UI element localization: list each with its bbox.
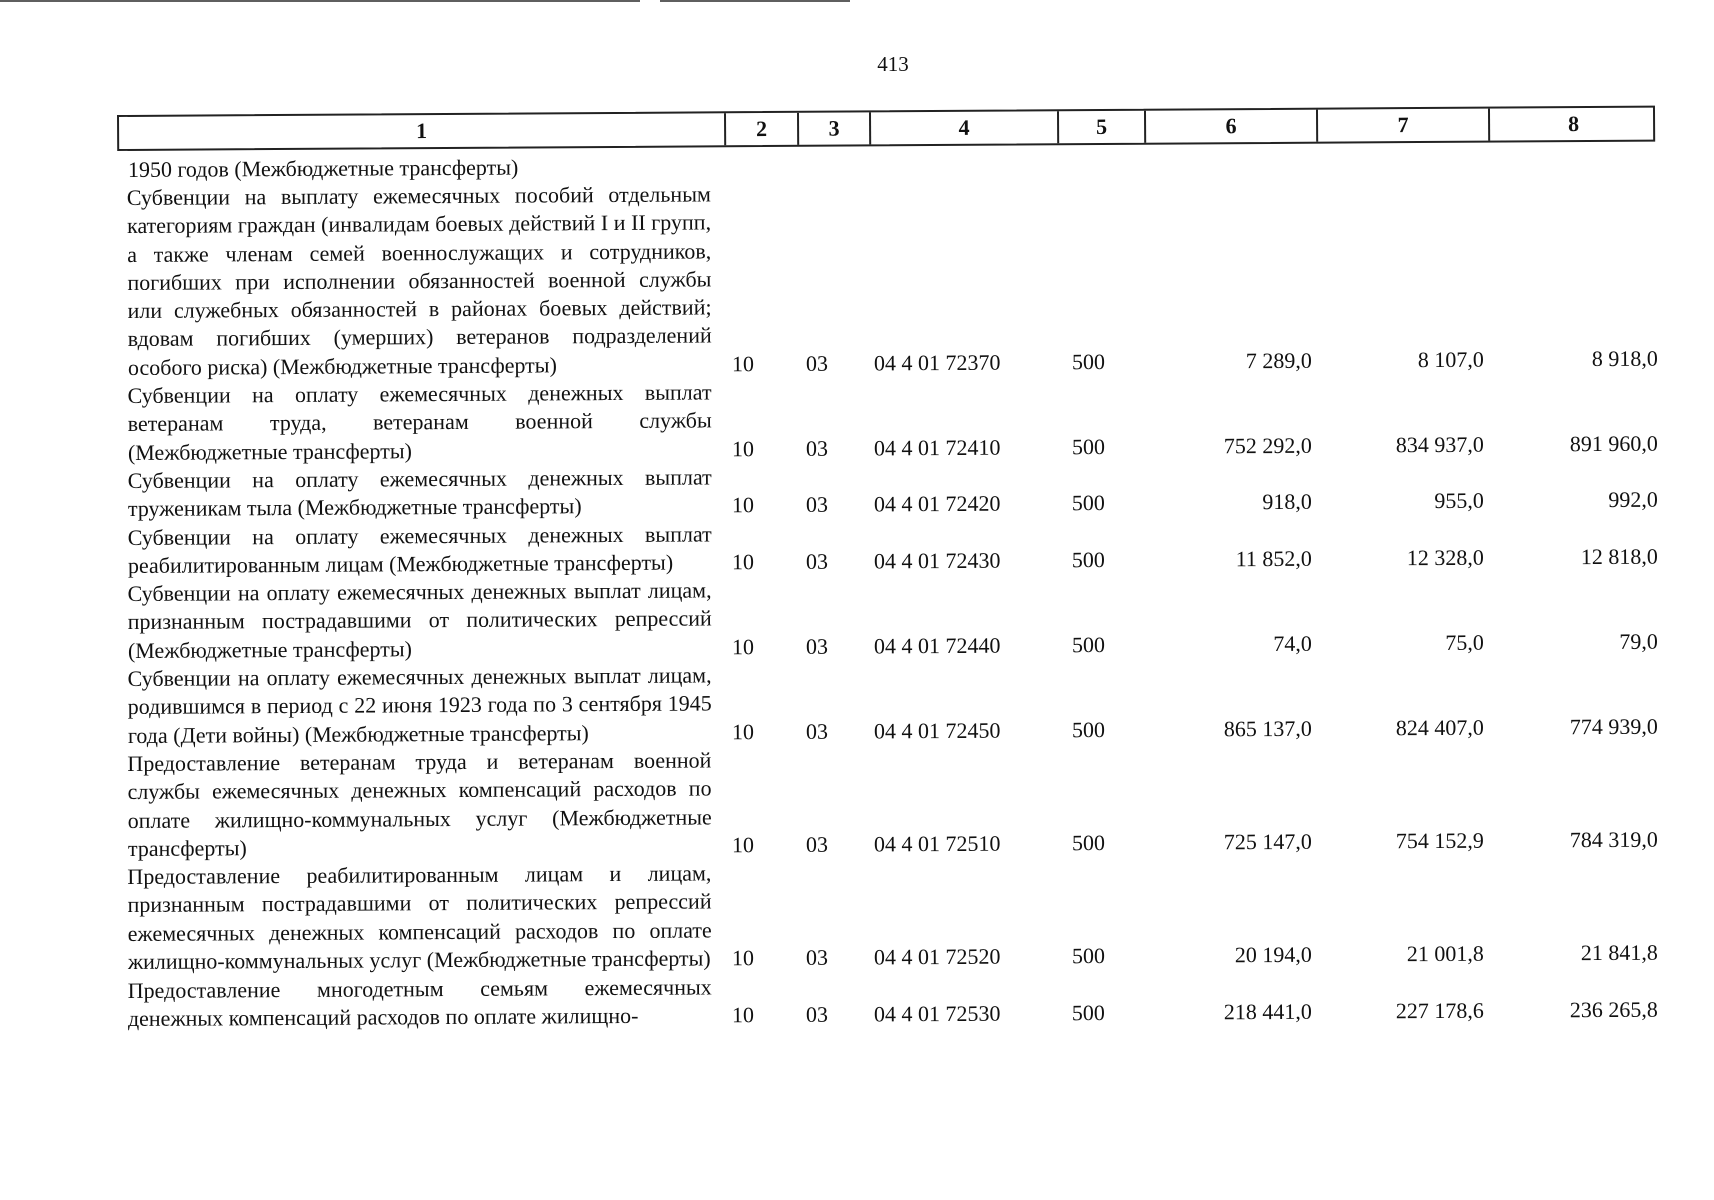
cell-subsection: 03 [805,548,828,575]
cell-target-code: 04 4 01 72510 [873,830,1001,857]
table-row [128,967,1658,1033]
cell-amount-7: 227 178,6 [1395,997,1484,1024]
header-cell-5: 5 [1057,111,1144,144]
table-row [127,656,1657,750]
cell-expense-type: 500 [1071,943,1105,969]
table-row [128,515,1658,581]
cell-section: 10 [731,1002,754,1028]
table-row [127,175,1658,382]
cell-amount-6: 7 289,0 [1245,347,1312,374]
cell-target-code: 04 4 01 72520 [873,943,1001,970]
cell-expense-type: 500 [1071,349,1105,375]
cell-expense-type: 500 [1071,632,1105,658]
cell-amount-6: 918,0 [1262,489,1312,515]
cell-subsection: 03 [805,718,828,744]
cell-expense-type: 500 [1071,716,1105,743]
cell-section: 10 [731,719,754,745]
cell-amount-8: 992,0 [1608,487,1658,513]
page-number: 413 [877,52,909,76]
cell-amount-8: 774 939,0 [1569,713,1658,740]
header-cell-3: 3 [797,112,869,144]
cell-target-code: 04 4 01 72370 [873,349,1001,376]
cell-amount-7: 824 407,0 [1395,714,1484,741]
cell-expense-type: 500 [1071,490,1105,516]
header-cell-2: 2 [724,113,797,145]
cell-amount-8: 79,0 [1619,628,1658,654]
cell-target-code: 04 4 01 72530 [873,1000,1001,1027]
cell-target-code: 04 4 01 72450 [873,717,1001,744]
cell-section: 10 [731,832,754,858]
cell-amount-6: 725 147,0 [1223,828,1312,855]
row-description: Субвенции на оплату ежемесячных денежных выплат лицам, признанным пострадавшими от политических репрессий (Межбюджетные трансферты) [127,577,712,664]
table-row [128,458,1658,524]
header-cell-1: 1 [416,118,428,144]
cell-amount-6: 74,0 [1273,630,1312,657]
cell-amount-6: 11 852,0 [1235,545,1312,572]
cell-amount-7: 834 937,0 [1395,431,1484,458]
cell-amount-7: 75,0 [1445,629,1484,655]
table-body [128,156,1658,1033]
row-description: Субвенции на оплату ежемесячных денежных выплат труженикам тыла (Межбюджетные трансферты) [127,464,712,522]
table-row [127,854,1658,977]
cell-amount-8: 891 960,0 [1569,430,1658,457]
table-row [127,373,1657,467]
cell-subsection: 03 [805,435,828,461]
header-cell-4: 4 [869,111,1057,144]
row-description: Предоставление реабилитированным лицам и лицам, признанным пострадавшими от политических репрессий ежемесячных денежных компенсаций расходов по оплате жилищно-коммунальных услуг (Межбюджетные трансферты) [127,860,712,975]
cell-target-code: 04 4 01 72410 [873,434,1001,461]
cell-amount-8: 21 841,8 [1580,939,1658,966]
scan-edge-line [0,0,640,2]
table-row [127,741,1658,864]
header-cell-7: 7 [1316,109,1488,142]
row-description: Предоставление ветеранам труда и ветеранам военной службы ежемесячных денежных компенсаций расходов по оплате жилищно-коммунальных услуг (Межбюджетные трансферты) [127,747,712,862]
cell-section: 10 [731,945,754,971]
header-cell-8: 8 [1488,108,1657,141]
cell-amount-6: 752 292,0 [1223,432,1312,459]
table-header-row [117,106,1655,151]
cell-subsection: 03 [805,945,828,971]
cell-section: 10 [731,634,754,660]
cell-expense-type: 500 [1071,830,1105,856]
row-description: Субвенции на выплату ежемесячных пособий отдельным категориям граждан (инвалидам боевых действий I и II групп, а также членам семей военнослужащих и сотрудников, погибших при исполнении обязанностей военной службы или служебных обязанностей в районах боевых действий; вдовам погибших (умерших) ветеранов подразделений особого риска) (Межбюджетные трансферты) [126,181,712,381]
cell-target-code: 04 4 01 72430 [873,547,1001,574]
cell-amount-7: 12 328,0 [1406,544,1484,571]
cell-target-code: 04 4 01 72420 [873,491,1001,518]
row-description: Субвенции на оплату ежемесячных денежных выплат ветеранам труда, ветеранам военной службы (Межбюджетные трансферты) [127,379,712,465]
cell-amount-7: 955,0 [1434,488,1484,514]
cell-amount-6: 865 137,0 [1223,715,1312,742]
cell-subsection: 03 [805,831,828,857]
cell-amount-7: 8 107,0 [1417,346,1484,373]
cell-amount-8: 12 818,0 [1580,543,1658,570]
cell-amount-8: 784 319,0 [1569,826,1658,853]
cell-section: 10 [731,549,754,575]
cell-target-code: 04 4 01 72440 [873,632,1001,659]
cell-subsection: 03 [805,350,828,376]
cell-amount-8: 236 265,8 [1569,996,1658,1023]
cell-section: 10 [731,436,754,462]
cell-expense-type: 500 [1071,547,1105,573]
cell-subsection: 03 [805,1001,828,1027]
row-description: Субвенции на оплату ежемесячных денежных выплат реабилитированным лицам (Межбюджетные трансферты) [127,521,712,579]
cell-amount-7: 754 152,9 [1395,827,1484,854]
cell-section: 10 [731,351,754,377]
cell-amount-8: 8 918,0 [1591,345,1658,372]
table-row [127,571,1657,665]
scan-edge-line [660,0,850,2]
cell-amount-7: 21 001,8 [1406,941,1484,967]
row-description: 1950 годов (Межбюджетные трансферты) [127,154,519,183]
cell-subsection: 03 [805,633,828,659]
row-description: Субвенции на оплату ежемесячных денежных выплат лицам, родившимся в период с 22 июня 1923 года по 3 сентября 1945 года (Дети войны) (Межбюджетные трансферты) [127,662,712,748]
cell-section: 10 [731,492,754,518]
cell-subsection: 03 [805,492,828,518]
cell-expense-type: 500 [1071,999,1105,1026]
cell-amount-6: 20 194,0 [1234,942,1312,968]
row-description: Предоставление многодетным семьям ежемесячных денежных компенсаций расходов по оплате жилищно- [127,974,712,1031]
cell-amount-6: 218 441,0 [1223,998,1312,1025]
header-cell-6: 6 [1144,110,1316,143]
cell-expense-type: 500 [1071,434,1105,460]
